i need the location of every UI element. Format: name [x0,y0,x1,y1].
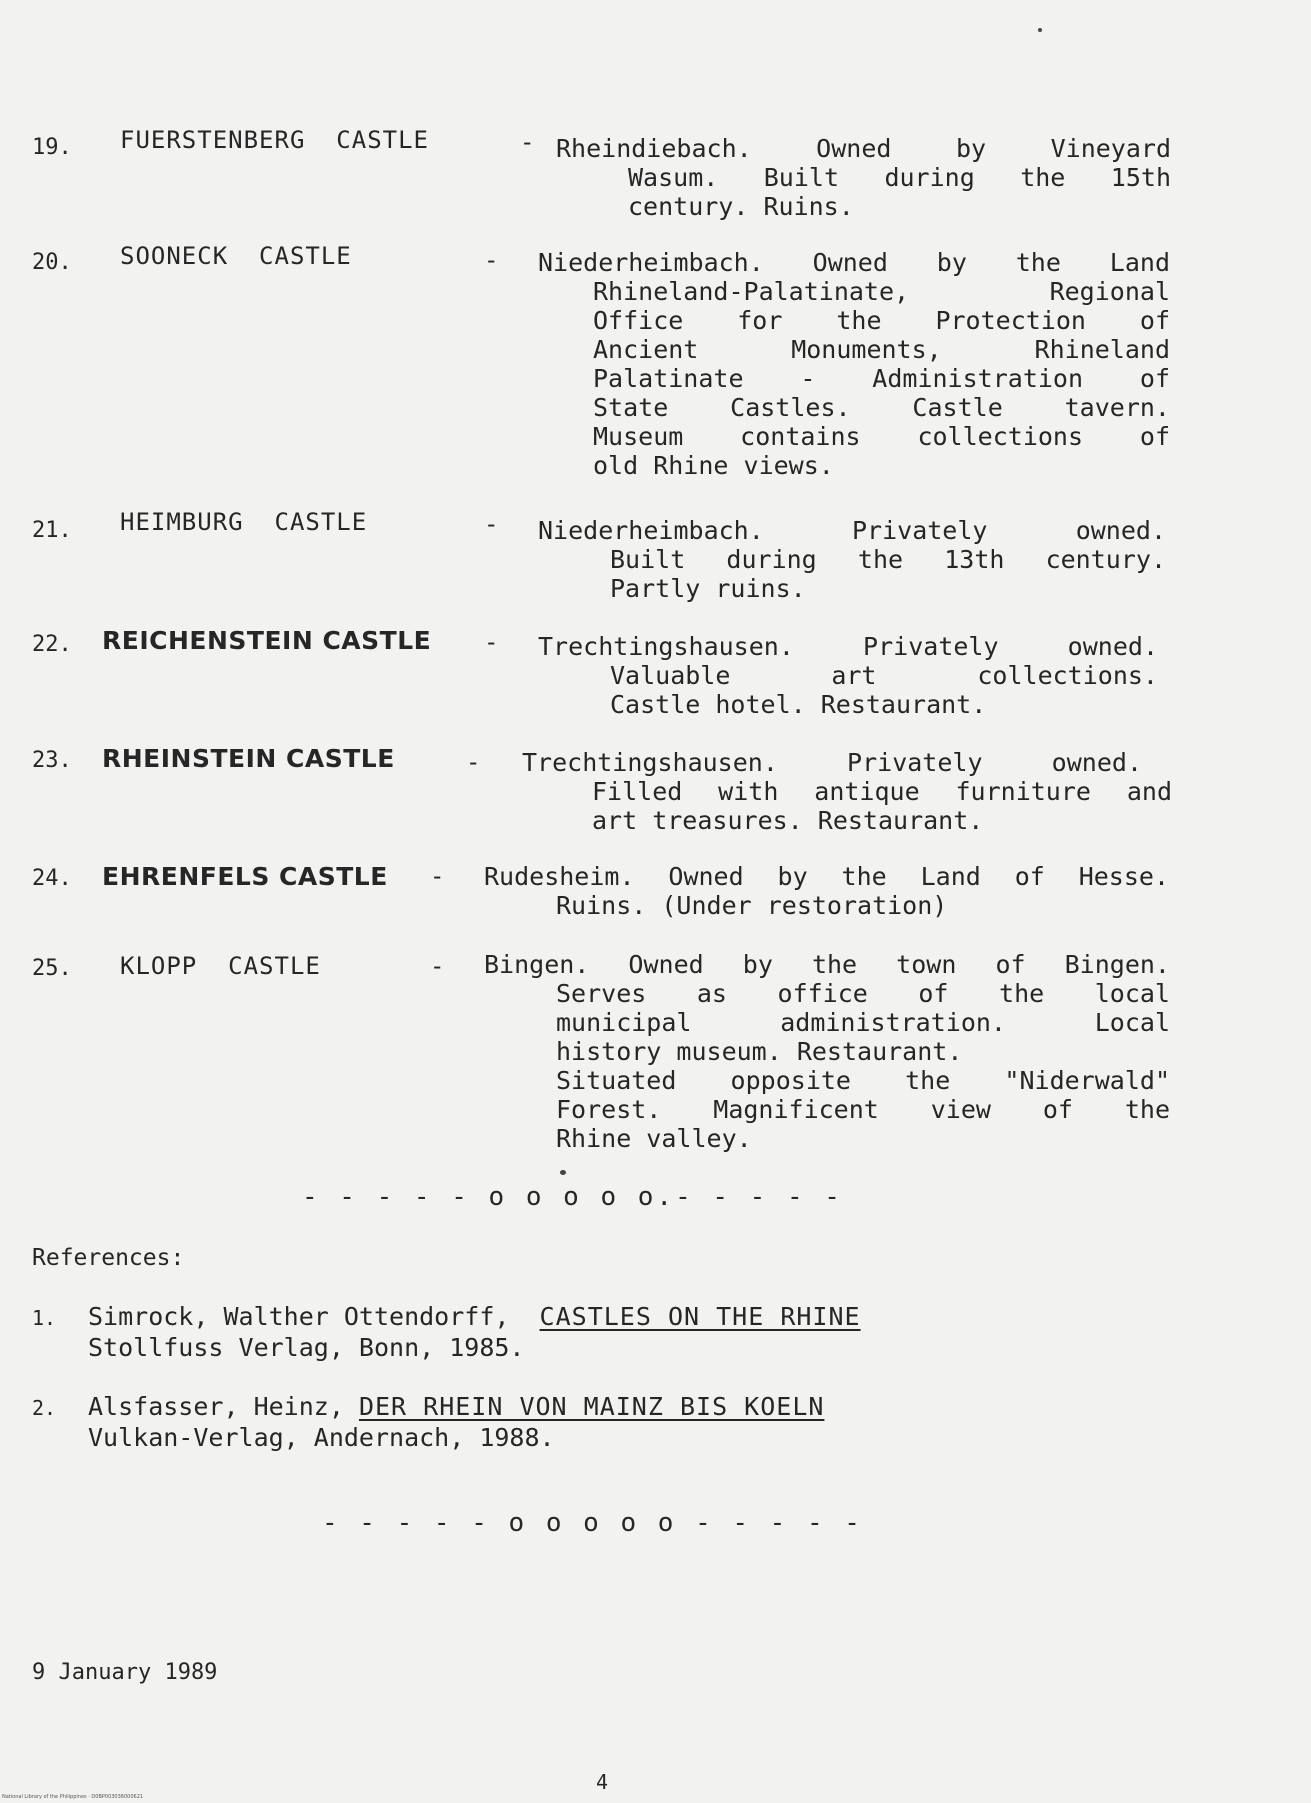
description-line: Ruins. (Under restoration) [556,891,948,920]
description-line: Trechtingshausen. Privately owned. [522,748,1142,777]
entry-number: 24. [32,866,72,891]
description-line: Niederheimbach. Owned by the Land [538,248,1170,277]
reference-title: CASTLES ON THE RHINE [539,1302,861,1331]
reference-author: Alsfasser, Heinz, [88,1392,344,1421]
description-line: Bingen. Owned by the town of Bingen. [484,950,1170,979]
description-line: Wasum. Built during the 15th [628,163,1171,192]
description-line: Serves as office of the local [556,979,1170,1008]
separator-line: - - - - - o o o o o.- - - - - [302,1182,843,1212]
description-line: Office for the Protection of [593,306,1170,335]
castle-name: RHEINSTEIN CASTLE [102,744,395,773]
entry-number: 23. [32,748,72,773]
entry-dash: - [430,862,445,890]
castle-name: HEIMBURG CASTLE [120,508,368,536]
reference-publisher: Vulkan-Verlag, Andernach, 1988. [88,1423,555,1452]
entry-number: 21. [32,518,72,543]
description-line: history museum. Restaurant. [556,1037,963,1066]
description-line: Museum contains collections of [593,422,1170,451]
castle-name: KLOPP CASTLE [120,952,321,980]
reference-number: 1. [32,1306,57,1330]
castle-description [538,248,1170,480]
description-line: Castle hotel. Restaurant. [610,690,987,719]
description-line: Valuable art collections. [610,661,1158,690]
description-line: art treasures. Restaurant. [592,806,984,835]
description-line: Ancient Monuments, Rhineland [593,335,1170,364]
document-date: 9 January 1989 [32,1660,218,1685]
separator-line: - - - - - o o o o o - - - - - [322,1508,863,1538]
references-heading: References: [32,1245,185,1271]
entry-dash: - [484,246,499,274]
description-line: old Rhine views. [593,451,834,480]
castle-name: FUERSTENBERG CASTLE [120,126,429,154]
description-line: Rudesheim. Owned by the Land of Hesse. [484,862,1169,891]
description-line: Niederheimbach. Privately owned. [538,516,1166,545]
entry-dash: - [466,748,481,776]
description-line: Rheindiebach. Owned by Vineyard [556,134,1171,163]
description-line: century. Ruins. [628,192,854,221]
description-line: State Castles. Castle tavern. [593,393,1170,422]
description-line: Built during the 13th century. [610,545,1166,574]
reference-item [32,1392,824,1453]
castle-description [556,134,1171,221]
description-line: Palatinate - Administration of [593,364,1170,393]
scan-speck [1038,28,1042,32]
entry-number: 19. [32,135,72,160]
description-line: Rhine valley. [556,1124,752,1153]
castle-description [538,516,1166,603]
entry-number: 20. [32,250,72,275]
reference-item [32,1302,861,1363]
scan-speck [560,1170,566,1175]
archive-footer: National Library of the Philippines · D0BP003036000621 [2,1794,144,1800]
description-line: Partly ruins. [610,574,806,603]
castle-description [538,632,1158,719]
entry-dash: - [484,510,499,538]
castle-name: REICHENSTEIN CASTLE [102,626,432,655]
description-line: Forest. Magnificent view of the [556,1095,1170,1124]
entry-number: 25. [32,956,72,981]
entry-dash: - [520,128,535,156]
entry-number: 22. [32,632,72,657]
castle-name: EHRENFELS CASTLE [102,862,388,891]
reference-title: DER RHEIN VON MAINZ BIS KOELN [358,1392,825,1421]
description-line: Trechtingshausen. Privately owned. [538,632,1158,661]
description-line: municipal administration. Local [556,1008,1170,1037]
castle-description [484,862,1169,920]
description-line: Filled with antique furniture and [592,777,1172,806]
castle-name: SOONECK CASTLE [120,242,352,270]
description-line: Situated opposite the "Niderwald" [556,1066,1170,1095]
castle-description [484,950,1170,1153]
page-number: 4 [596,1770,609,1794]
reference-number: 2. [32,1396,57,1420]
castle-description [522,748,1172,835]
reference-author: Simrock, Walther Ottendorff, [88,1302,510,1331]
reference-publisher: Stollfuss Verlag, Bonn, 1985. [88,1333,525,1362]
description-line: Rhineland-Palatinate, Regional [593,277,1170,306]
entry-dash: - [430,952,445,980]
entry-dash: - [484,628,499,656]
